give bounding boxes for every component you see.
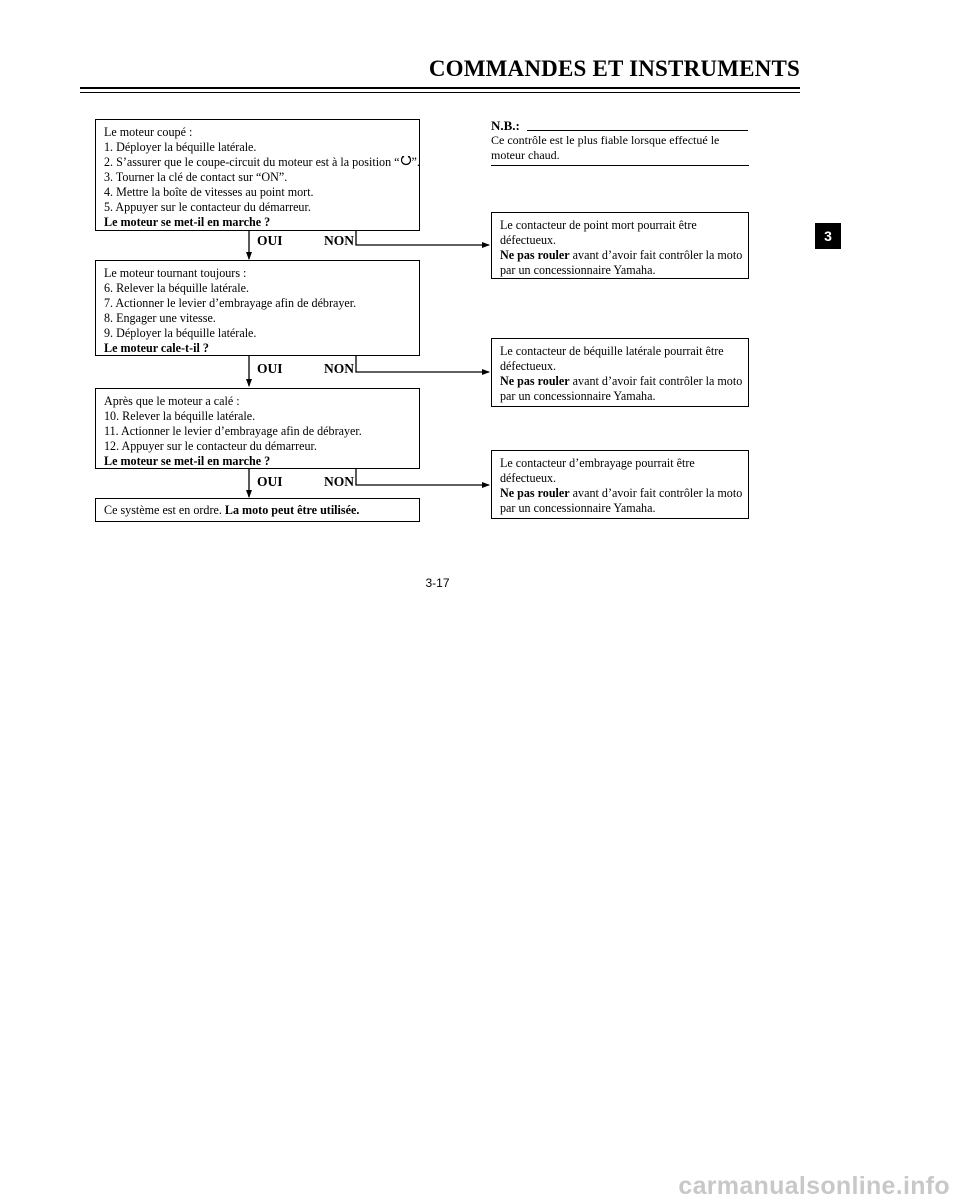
- step2-box: [95, 260, 420, 356]
- result-box: [95, 498, 420, 522]
- fault-line: [500, 248, 743, 263]
- step1-box: [95, 119, 420, 231]
- note-rule-top: [527, 130, 748, 131]
- non-arrow-2: [356, 356, 489, 372]
- step3-line: Après que le moteur a calé :: [104, 394, 240, 408]
- non-label-3: NON: [324, 474, 354, 489]
- fault-line: par un concessionnaire Yamaha.: [500, 501, 656, 515]
- step3-line: 12. Appuyer sur le contacteur du démarreur.: [104, 439, 317, 453]
- fault-warning-rest: avant d’avoir fait contrôler la moto: [569, 486, 743, 500]
- note-title: N.B.:: [491, 118, 520, 133]
- fault-warning: Ne pas rouler: [500, 248, 570, 262]
- chapter-tab: 3: [815, 223, 841, 249]
- step1-question: Le moteur se met-il en marche ?: [104, 215, 271, 229]
- step3-line: 10. Relever la béquille latérale.: [104, 409, 256, 423]
- step3-box: [95, 388, 420, 469]
- step1-line: 5. Appuyer sur le contacteur du démarreur.: [104, 200, 311, 214]
- step2-question: Le moteur cale-t-il ?: [104, 341, 209, 355]
- step1-line: 1. Déployer la béquille latérale.: [104, 140, 257, 154]
- fault-line: [500, 486, 743, 501]
- step2-line: Le moteur tournant toujours :: [104, 266, 247, 280]
- fault-line: Le contacteur de point mort pourrait être: [500, 218, 697, 232]
- fault-line: [500, 374, 743, 389]
- fault-box-clutch-switch: [491, 450, 749, 519]
- note-rule-bottom: [491, 165, 749, 166]
- fault-line: Le contacteur de béquille latérale pourrait être: [500, 344, 724, 358]
- fault-line: défectueux.: [500, 471, 557, 485]
- oui-label-3: OUI: [257, 474, 283, 489]
- step1-line: Le moteur coupé :: [104, 125, 193, 139]
- result-line: [104, 503, 411, 518]
- fault-line: défectueux.: [500, 359, 557, 373]
- oui-label-2: OUI: [257, 361, 283, 376]
- fault-line: défectueux.: [500, 233, 557, 247]
- fault-warning-rest: avant d’avoir fait contrôler la moto: [569, 374, 743, 388]
- step2-line: 7. Actionner le levier d’embrayage afin de débrayer.: [104, 296, 357, 310]
- result-text: Ce système est en ordre.: [104, 503, 225, 517]
- fault-line: Le contacteur d’embrayage pourrait être: [500, 456, 695, 470]
- fault-line: par un concessionnaire Yamaha.: [500, 389, 656, 403]
- note-text: Ce contrôle est le plus fiable lorsque effectué le moteur chaud.: [491, 133, 720, 162]
- fault-line: par un concessionnaire Yamaha.: [500, 263, 656, 277]
- fault-warning: Ne pas rouler: [500, 486, 570, 500]
- step1-line: 3. Tourner la clé de contact sur “ON”.: [104, 170, 288, 184]
- step1-line-suffix: ”.: [411, 155, 420, 169]
- page-number: 3-17: [425, 576, 450, 590]
- watermark: carmanualsonline.info: [678, 1172, 950, 1200]
- step1-line-text: 2. S’assurer que le coupe-circuit du moteur est à la position “: [104, 155, 400, 169]
- result-bold: La moto peut être utilisée.: [224, 503, 360, 517]
- non-arrow-1: [356, 231, 489, 245]
- step2-line: 6. Relever la béquille latérale.: [104, 281, 250, 295]
- engine-run-switch-icon: [400, 155, 412, 167]
- step1-line: [104, 155, 420, 170]
- fault-warning-rest: avant d’avoir fait contrôler la moto: [569, 248, 743, 262]
- step2-line: 8. Engager une vitesse.: [104, 311, 216, 325]
- fault-warning: Ne pas rouler: [500, 374, 570, 388]
- non-label-1: NON: [324, 233, 354, 248]
- step2-line: 9. Déployer la béquille latérale.: [104, 326, 257, 340]
- page-title: COMMANDES ET INSTRUMENTS: [428, 56, 800, 81]
- step3-question: Le moteur se met-il en marche ?: [104, 454, 271, 468]
- step1-line: 4. Mettre la boîte de vitesses au point mort.: [104, 185, 314, 199]
- oui-label-1: OUI: [257, 233, 283, 248]
- step3-line: 11. Actionner le levier d’embrayage afin de débrayer.: [104, 424, 362, 438]
- non-arrow-3: [356, 469, 489, 485]
- non-label-2: NON: [324, 361, 354, 376]
- fault-box-neutral-switch: [491, 212, 749, 279]
- fault-box-sidestand-switch: [491, 338, 749, 407]
